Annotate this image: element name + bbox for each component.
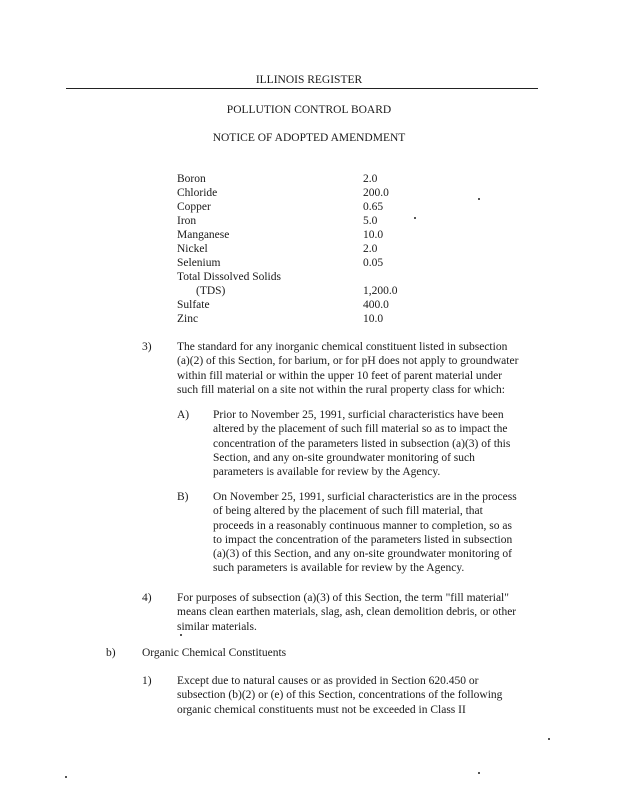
paragraph-line: means clean earthen materials, slag, ash, clean demolition debris, or other xyxy=(177,606,517,619)
paragraph-line: to impact the concentration of the parameters listed in subsection xyxy=(213,533,513,546)
scan-speck xyxy=(180,634,182,636)
constituent-value: 5.0 xyxy=(363,215,378,227)
constituent-name: Total Dissolved Solids xyxy=(177,271,281,283)
constituent-value: 2.0 xyxy=(363,173,378,185)
paragraph-line: parameters is available for review by the Agency. xyxy=(213,466,441,479)
constituent-name: Nickel xyxy=(177,243,208,255)
paragraph-line: within fill material or within the upper 10 feet of parent material under xyxy=(177,369,503,382)
item-1-paragraph xyxy=(177,674,502,717)
paragraph-line: such fill material on a site not within the rural property class for which: xyxy=(177,383,505,396)
constituent-name: (TDS) xyxy=(196,285,226,297)
register-title: ILLINOIS REGISTER xyxy=(255,74,363,86)
paragraph-line: of being altered by the placement of such fill material, that xyxy=(213,505,483,518)
paragraph-line: proceeds in a reasonably continuous manner to completion, so as xyxy=(213,519,512,532)
paragraph-line: similar materials. xyxy=(177,620,257,633)
scan-speck xyxy=(478,772,480,774)
constituent-value: 10.0 xyxy=(363,313,384,325)
paragraph-line: On November 25, 1991, surficial characteristics are in the process xyxy=(213,491,517,503)
paragraph-line: The standard for any inorganic chemical constituent listed in subsection xyxy=(177,341,508,353)
paragraph-line: altered by the placement of such fill material so as to impact the xyxy=(213,423,508,436)
item-a-label: A) xyxy=(177,409,190,421)
paragraph-line: concentration of the parameters listed in subsection (a)(3) of this xyxy=(213,437,511,450)
paragraph-line: Except due to natural causes or as provided in Section 620.450 or xyxy=(177,675,479,687)
constituent-value: 0.65 xyxy=(363,201,384,213)
item-b-label: B) xyxy=(177,491,189,503)
item-b-paragraph xyxy=(213,490,517,576)
paragraph-line: subsection (b)(2) or (e) of this Section, concentrations of the following xyxy=(177,689,503,702)
constituent-value: 2.0 xyxy=(363,243,378,255)
scan-speck xyxy=(548,738,550,740)
paragraph-line: For purposes of subsection (a)(3) of this Section, the term "fill material" xyxy=(177,592,509,604)
scan-speck xyxy=(478,198,480,200)
item-3-paragraph xyxy=(177,340,518,397)
constituent-name: Selenium xyxy=(177,257,221,269)
constituent-value: 400.0 xyxy=(363,299,389,311)
constituent-value: 200.0 xyxy=(363,187,389,199)
constituent-name: Sulfate xyxy=(177,299,210,311)
section-b-title: Organic Chemical Constituents xyxy=(142,647,287,659)
scan-speck xyxy=(414,217,416,219)
constituent-value: 0.05 xyxy=(363,257,384,269)
constituent-value: 1,200.0 xyxy=(363,285,398,297)
constituent-name: Manganese xyxy=(177,229,230,241)
header-rule xyxy=(66,88,538,89)
paragraph-line: organic chemical constituents must not be exceeded in Class II xyxy=(177,703,466,716)
item-3-label: 3) xyxy=(142,341,152,353)
paragraph-line: (a)(3) of this Section, and any on-site groundwater monitoring of xyxy=(213,548,512,561)
scan-speck xyxy=(65,776,67,778)
item-a-paragraph xyxy=(213,408,510,479)
constituent-name: Iron xyxy=(177,215,197,227)
item-4-paragraph xyxy=(177,591,516,634)
section-b-label: b) xyxy=(106,647,116,659)
board-title: POLLUTION CONTROL BOARD xyxy=(226,104,392,116)
notice-title: NOTICE OF ADOPTED AMENDMENT xyxy=(212,132,406,144)
paragraph-line: Prior to November 25, 1991, surficial characteristics have been xyxy=(213,409,504,421)
paragraph-line: Section, and any on-site groundwater monitoring of such xyxy=(213,451,475,464)
constituent-name: Boron xyxy=(177,173,206,185)
constituent-name: Zinc xyxy=(177,313,199,325)
constituent-value: 10.0 xyxy=(363,229,384,241)
paragraph-line: (a)(2) of this Section, for barium, or for pH does not apply to groundwater xyxy=(177,355,519,368)
constituent-name: Chloride xyxy=(177,187,218,199)
paragraph-line: such parameters is available for review by the Agency. xyxy=(213,562,465,575)
item-1-label: 1) xyxy=(142,675,152,687)
constituent-name: Copper xyxy=(177,201,211,213)
item-4-label: 4) xyxy=(142,592,152,604)
